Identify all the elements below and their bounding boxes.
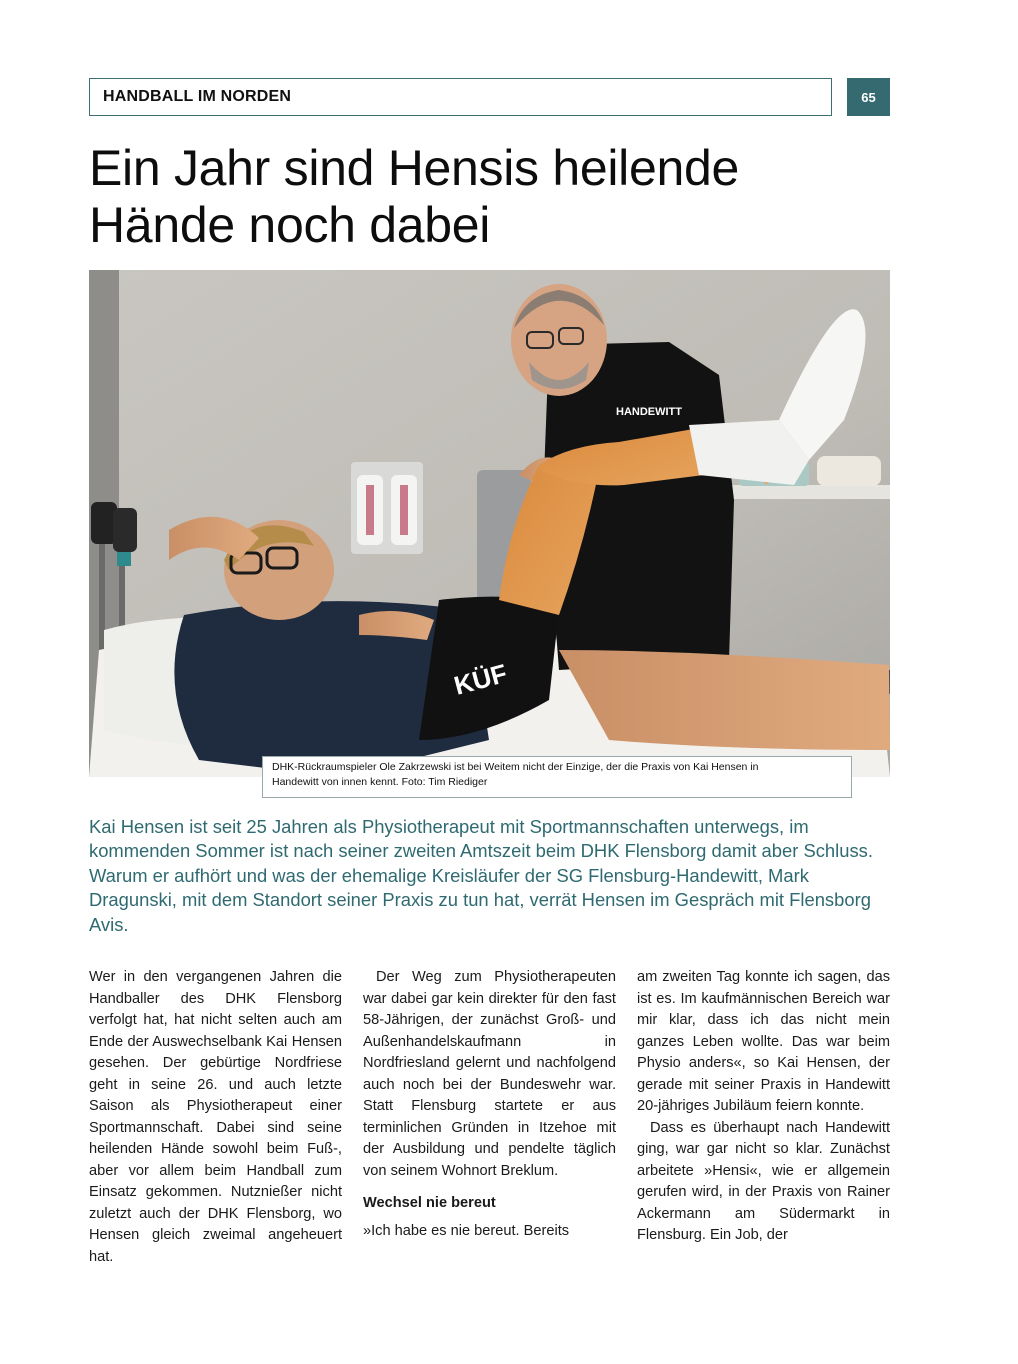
subheading: Wechsel nie bereut: [363, 1195, 496, 1211]
body-paragraph: Dass es überhaupt nach Handewitt ging, war gar nicht so klar. Zunächst arbeitete »Hensi«, wie er allgemein gerufen wird, in der Praxis von Rainer Ackermann am Südermarkt in Flensburg. Ein Job, der: [637, 1119, 890, 1243]
caption-line-2: Handewitt von innen kennt. Foto: Tim Riediger: [272, 776, 488, 788]
headline-line-1: Ein Jahr sind Hensis heilende: [89, 140, 740, 196]
article-photo: [89, 270, 890, 777]
headline-line-2: Hände noch dabei: [89, 197, 491, 253]
article-column-1: [89, 967, 342, 1268]
body-paragraph: Der Weg zum Physiotherapeuten war dabei gar kein direkter für den fast 58-Jährigen, der zunächst Groß- und Außenhandelskaufmann in Nordfriesland gelernt und nachfolgend auch noch bei der Bundeswehr war. Statt Flensburg startete er aus terminlichen Gründen in Itzehoe mit der Ausbildung und pendelte täglich von seinem Wohnort Breklum.: [363, 969, 616, 1179]
page-number: 65: [847, 78, 890, 116]
body-paragraph: Wer in den vergangenen Jahren die Handballer des DHK Flensborg verfolgt hat, hat nicht selten auch am Ende der Auswechselbank Kai Hensen gesehen. Der gebürtige Nordfriese geht in seine 26. und auch letzte Saison als Physiotherapeut einer Sportmannschaft. Dabei sind seine heilenden Hände sowohl beim Fuß-, aber vor allem beim Handball zum Einsatz gekommen. Nutznießer nicht zuletzt auch der DHK Flensborg, wo Hensen gleich zweimal angeheuert hat.: [89, 969, 342, 1265]
shirt-logo: HANDEWITT: [616, 406, 682, 418]
article-column-3: [637, 967, 890, 1247]
shorts-logo: KÜF: [450, 657, 511, 701]
lead-paragraph: Kai Hensen ist seit 25 Jahren als Physiotherapeut mit Sportmannschaften unterwegs, im kommenden Sommer ist nach seiner zweiten Amtszeit beim DHK Flensborg damit aber Schluss. Warum er aufhört und was der ehemalige Kreisläufer der SG Flensburg-Handewitt, Mark Dragunski, mit dem Standort seiner Praxis zu tun hat, verrät Hensen im Gespräch mit Flensborg Avis.: [89, 816, 873, 935]
headline: [89, 140, 909, 254]
body-paragraph: »Ich habe es nie bereut. Bereits: [363, 1222, 570, 1239]
section-label: HANDBALL IM NORDEN: [89, 78, 832, 116]
photo-caption: [262, 756, 852, 798]
caption-line-1: DHK-Rückraumspieler Ole Zakrzewski ist bei Weitem nicht der Einzige, der die Praxis von Kai Hensen in: [272, 761, 759, 773]
soap-dispensers: [351, 462, 423, 554]
article-column-2: [363, 967, 616, 1242]
body-paragraph: am zweiten Tag konnte ich sagen, das ist es. Im kaufmännischen Bereich war mir klar, dass ich das nicht mein ganzes Leben wollte. Das war beim Physio anders«, so Kai Hensen, der gerade mit seiner Praxis in Handewitt 20-jähriges Jubiläum feiern konnte.: [637, 969, 890, 1114]
